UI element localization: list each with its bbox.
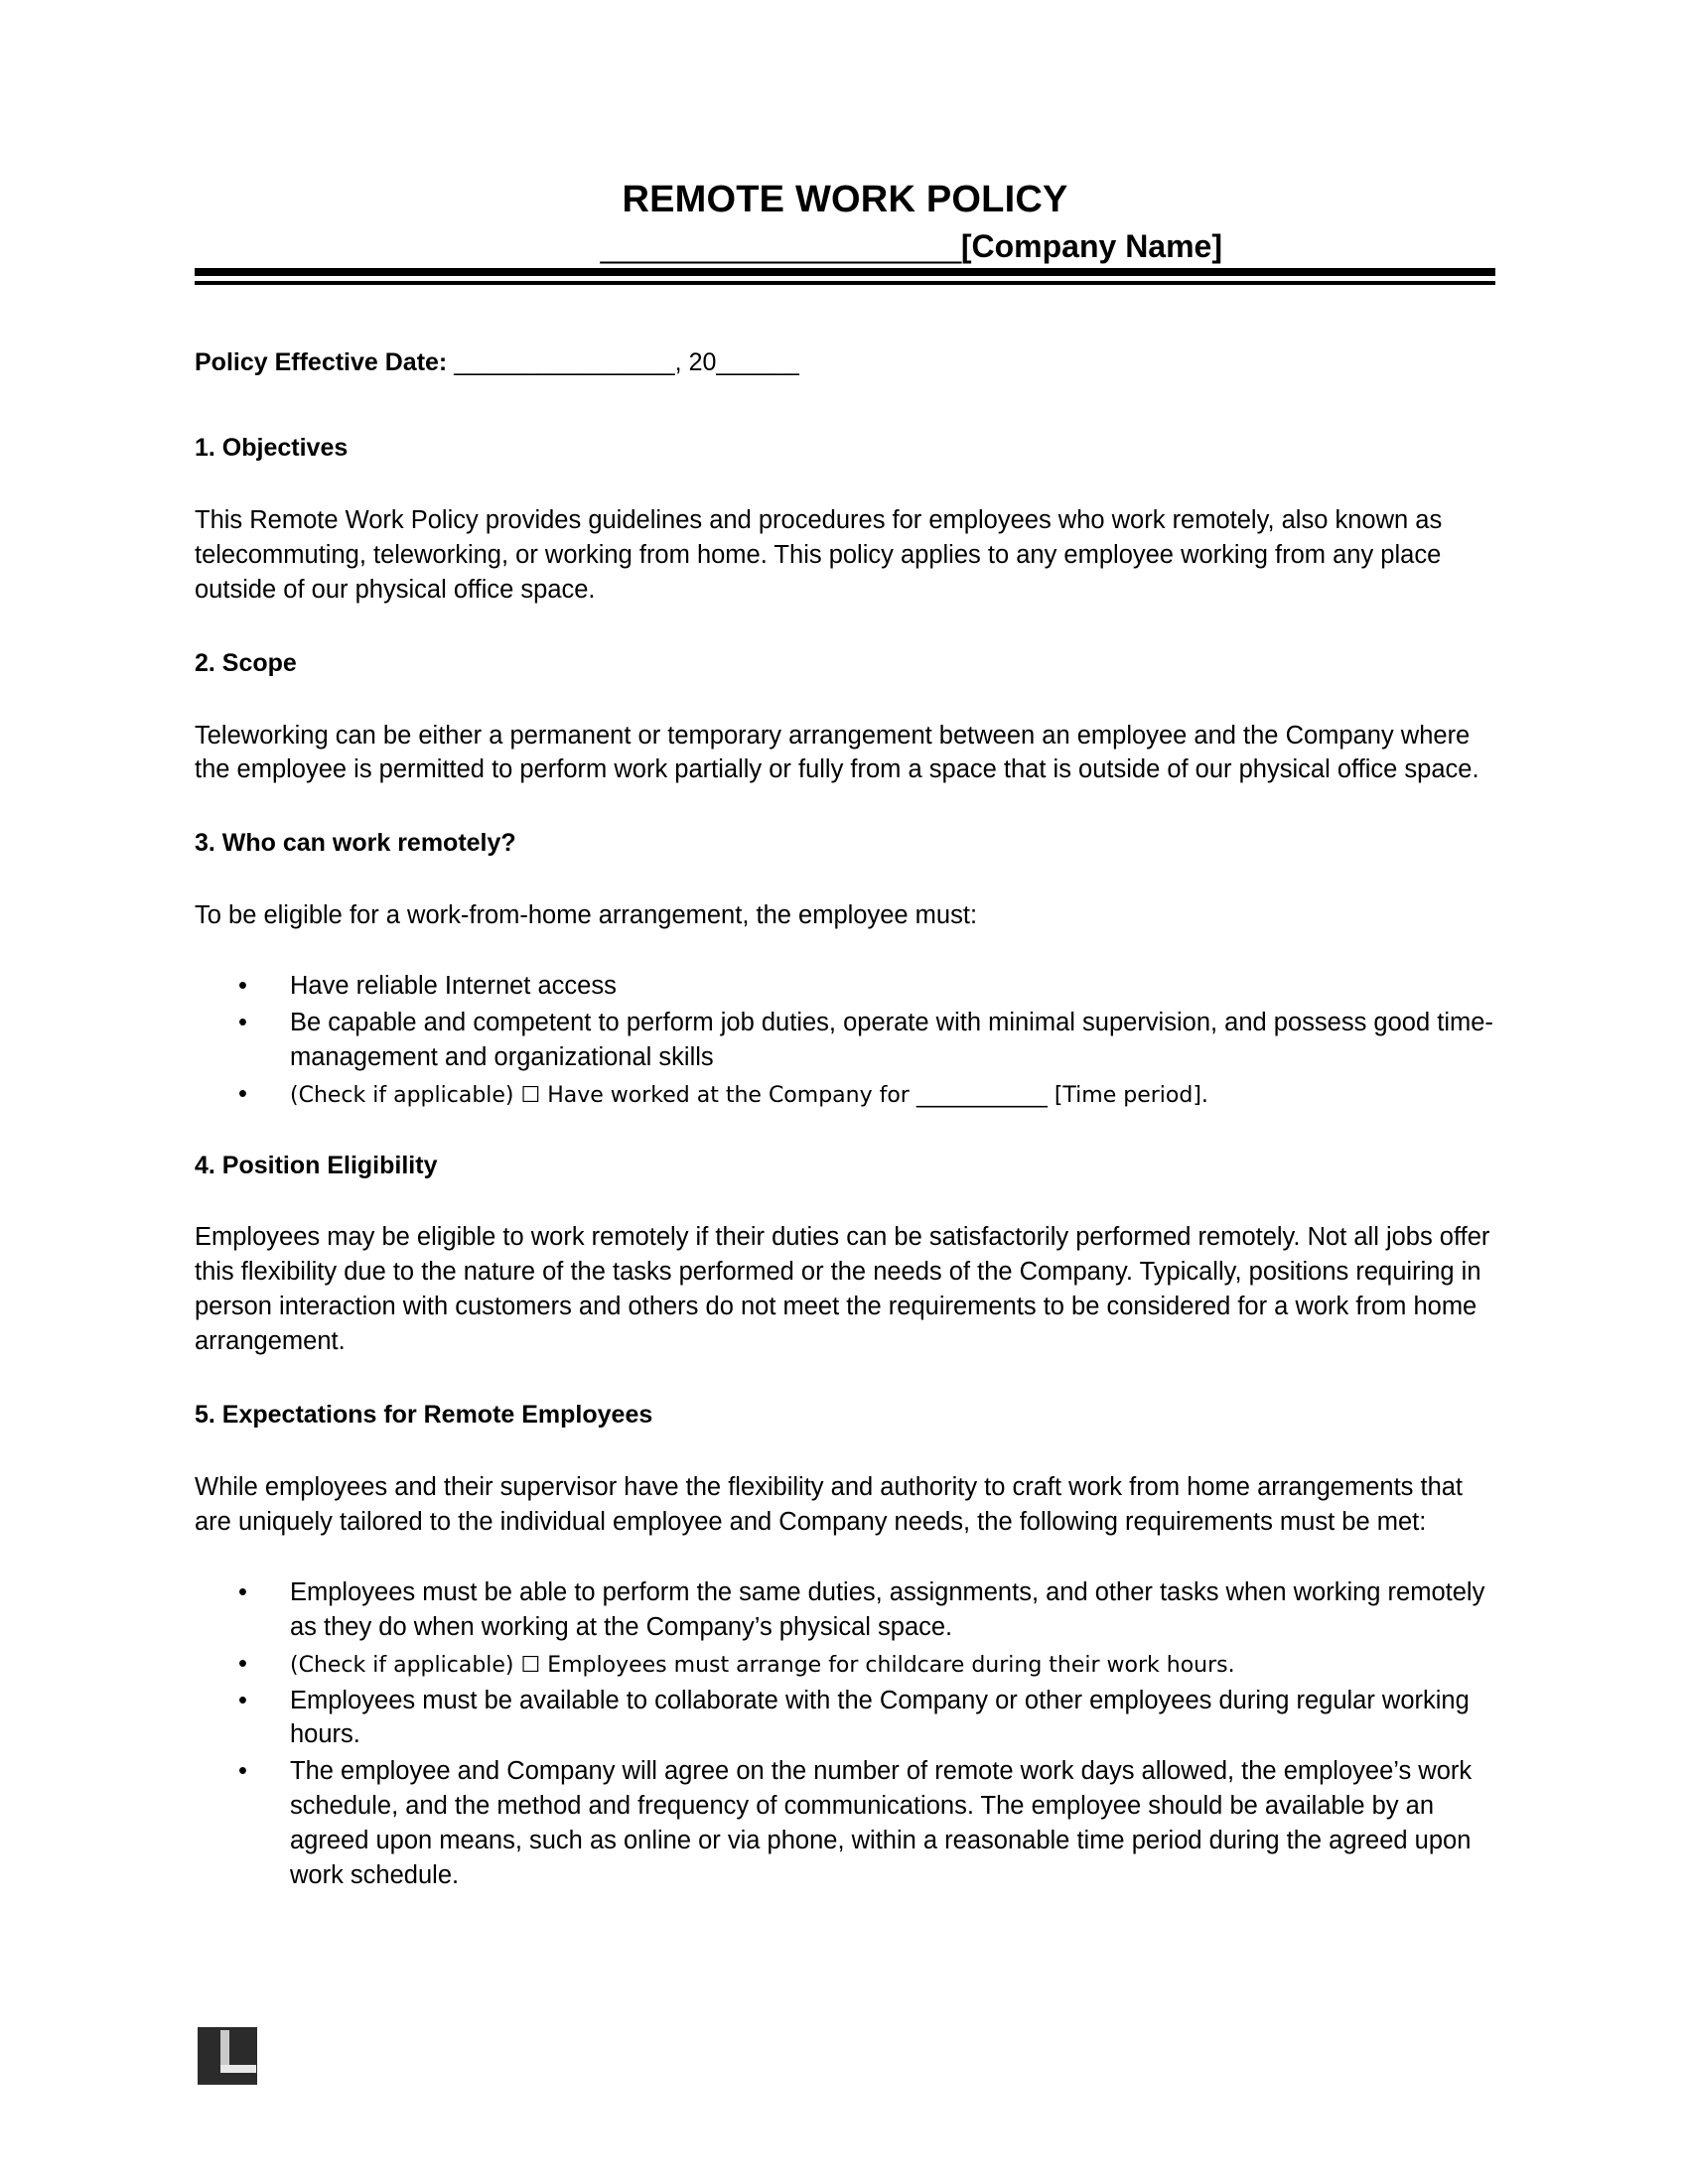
list-item-text: Have reliable Internet access: [290, 972, 617, 1001]
logo-l-horizontal-stroke: [220, 2065, 256, 2073]
bullet-dot-icon: •: [238, 1577, 247, 1606]
section-3-bullet-list: [195, 969, 1495, 1112]
section-heading-1: 1. Objectives: [195, 434, 349, 463]
list-item: [195, 969, 1495, 1004]
company-name-line: [195, 228, 1495, 265]
law-district-logo-icon: [198, 2027, 257, 2085]
list-item: [195, 1684, 1495, 1753]
document-content: [195, 179, 1495, 1931]
list-item: [195, 1575, 1495, 1645]
bullet-dot-icon: •: [238, 1686, 247, 1714]
bullet-dot-icon: •: [238, 1757, 247, 1786]
section-paragraph-5: While employees and their supervisor have the flexibility and authority to craft work from home arrangements that are uniquely tailored to the individual employee and Company needs, the following requirements must be met:: [195, 1472, 1464, 1536]
section-paragraph-4: Employees may be eligible to work remotely if their duties can be satisfactorily performed remotely. Not all jobs offer this flexibility due to the nature of the tasks performed or the needs of the Company. Typically, positions requiring in person interaction with customers and others do not meet the requirements to be considered for a work from home arrangement.: [195, 1223, 1490, 1356]
effective-date-label: Policy Effective Date:: [195, 348, 448, 377]
section-5-bullet-list: [195, 1575, 1495, 1893]
bullet-dot-icon: •: [238, 1079, 247, 1108]
effective-date-line: [195, 346, 1495, 380]
header-rule-thin: [195, 281, 1495, 285]
list-item-text: Employees must be available to collaborate with the Company or other employees during regular working hours.: [290, 1686, 1470, 1749]
section-paragraph-3: To be eligible for a work-from-home arrangement, the employee must:: [195, 901, 978, 930]
bullet-dot-icon: •: [238, 1649, 247, 1678]
list-item-text: The employee and Company will agree on the number of remote work days allowed, the employee’s work schedule, and the method and frequency of communications. The employee should be available by an agreed upon means, such as online or via phone, within a reasonable time period during the agreed upon work schedule.: [290, 1757, 1473, 1890]
list-item-text-checkbox[interactable]: (Check if applicable) ☐ Have worked at the Company for ____________ [Time period].: [290, 1082, 1208, 1108]
document-body: [195, 346, 1495, 1893]
list-item: [195, 1006, 1495, 1075]
section-heading-5: 5. Expectations for Remote Employees: [195, 1401, 653, 1430]
list-item: [195, 1754, 1495, 1893]
page-title: REMOTE WORK POLICY: [622, 179, 1068, 220]
list-item[interactable]: [195, 1077, 1495, 1112]
section-paragraph-1: This Remote Work Policy provides guidelines and procedures for employees who work remotely, also known as telecommuting, teleworking, or working from home. This policy applies to any employee working from any place outside of our physical office space.: [195, 505, 1443, 604]
section-paragraph-2: Teleworking can be either a permanent or temporary arrangement between an employee and the Company where the employee is permitted to perform work partially or fully from a space that is outside of our physical office space.: [195, 721, 1479, 784]
bullet-dot-icon: •: [238, 972, 247, 1001]
effective-date-blank[interactable]: ________________, 20______: [447, 348, 799, 377]
list-item-text-checkbox[interactable]: (Check if applicable) ☐ Employees must arrange for childcare during their work hours.: [290, 1652, 1235, 1678]
list-item-text: Employees must be able to perform the same duties, assignments, and other tasks when working remotely as they do when working at the Company’s physical space.: [290, 1577, 1485, 1641]
header-rule-thick: [195, 268, 1495, 276]
bullet-dot-icon: •: [238, 1008, 247, 1036]
company-name-blank[interactable]: _____________________: [600, 227, 961, 264]
list-item[interactable]: [195, 1647, 1495, 1682]
section-heading-2: 2. Scope: [195, 648, 297, 677]
document-header: [195, 179, 1495, 285]
header-double-rule: [195, 268, 1495, 285]
company-name-placeholder: [Company Name]: [960, 227, 1222, 264]
section-heading-4: 4. Position Eligibility: [195, 1151, 438, 1179]
section-heading-3: 3. Who can work remotely?: [195, 829, 516, 858]
list-item-text: Be capable and competent to perform job duties, operate with minimal supervision, and possess good time-management and organizational skills: [290, 1008, 1493, 1071]
